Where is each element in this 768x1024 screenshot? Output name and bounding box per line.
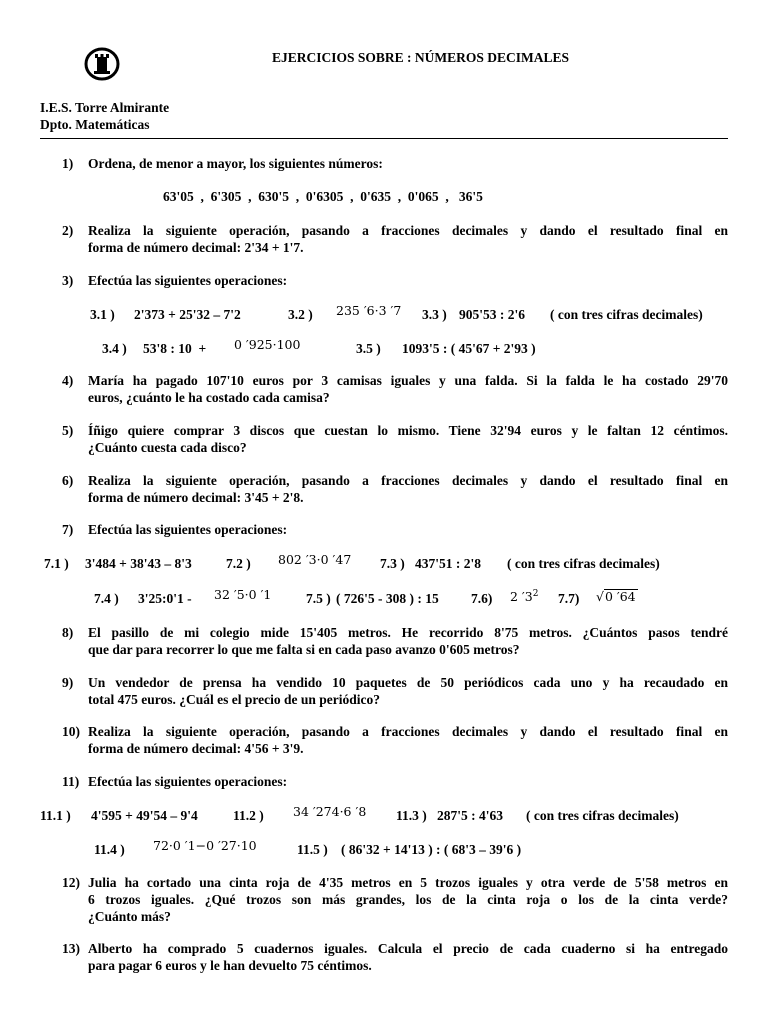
op-3-2: 235 ′6·3 ′7 [336,303,402,318]
page-title: EJERCICIOS SOBRE : NÚMEROS DECIMALES [272,50,570,65]
op-11-5: ( 86'32 + 14'13 ) : ( 68'3 – 39'6 ) [341,842,522,857]
exercise-number: 8) [62,625,74,640]
header-divider [40,138,728,139]
op-3-3-label: 3.3 ) [422,307,447,322]
op-7-1: 3'484 + 38'43 – 8'3 [85,556,192,571]
op-7-3: 437'51 : 2'8 [415,556,481,571]
op-7-6-exponent: 2 [532,589,539,599]
op-3-5: 1093'5 : ( 45'67 + 2'93 ) [402,341,536,356]
exercise-number: 12) [62,875,80,890]
op-3-1: 2'373 + 25'32 – 7'2 [134,307,241,322]
exercise-text: Efectúa las siguientes operaciones: [88,522,288,537]
op-3-5-label: 3.5 ) [356,341,381,356]
op-7-6 [510,589,538,604]
op-3-3: 905'53 : 2'6 [459,307,525,322]
exercise-text-line-2: forma de número decimal: 2'34 + 1'7. [88,240,304,255]
exercise-9 [62,674,728,708]
exercise-text-line-2: para pagar 6 euros y le han devuelto 75 céntimos. [88,958,372,973]
exercise-text-line-2: forma de número decimal: 4'56 + 3'9. [88,741,304,756]
op-3-4-label: 3.4 ) [102,341,127,356]
exercise-10 [62,723,728,757]
exercise-text-line-1: María ha pagado 107'10 euros por 3 camisas iguales y una falda. Si la falda le ha costado 29'70 [88,373,728,388]
exercise-text-line-2: 6 trozos iguales. ¿Qué trozos son más grandes, los de la cinta roja o los de la cinta verde? [88,892,728,907]
op-3-3-note: ( con tres cifras decimales) [550,307,703,322]
op-11-1-label: 11.1 ) [40,808,71,823]
exercise-number: 2) [62,223,74,238]
exercise-number: 11) [62,774,80,789]
op-7-1-label: 7.1 ) [44,556,69,571]
op-7-3-note: ( con tres cifras decimales) [507,556,660,571]
exercise-text-line-1: Julia ha cortado una cinta roja de 4'35 metros en 5 trozos iguales y otra verde de 5'58 metros en [88,875,728,890]
exercise-8 [62,624,728,658]
exercise-2 [62,222,728,256]
op-7-4-label: 7.4 ) [94,591,119,606]
exercise-number: 13) [62,941,80,956]
op-11-2: 34 ′274·6 ′8 [293,804,367,819]
exercise-text-line-2: euros, ¿cuánto le ha costado cada camisa? [88,390,330,405]
exercise-6 [62,472,728,506]
exercise-text: Ordena, de menor a mayor, los siguientes números: [88,156,383,171]
exercise-text-line-1: Realiza la siguiente operación, pasando a fracciones decimales y dando el resultado final en [88,223,728,238]
exercise-text-line-1: Íñigo quiere comprar 3 discos que cuestan lo mismo. Tiene 32'94 euros y le faltan 12 céntimos. [88,423,728,438]
school-logo [84,46,120,82]
op-11-2-label: 11.2 ) [233,808,264,823]
op-3-4-second-term: 0 ′925·100 [234,337,301,352]
exercise-number: 7) [62,522,74,537]
exercise-text-line-3: ¿Cuánto más? [88,909,171,924]
exercise-text-line-1: Realiza la siguiente operación, pasando a fracciones decimales y dando el resultado final en [88,724,728,739]
exercise-text-line-2: ¿Cuánto cuesta cada disco? [88,440,247,455]
exercise-number: 4) [62,373,74,388]
square-root-icon: √ [596,589,604,604]
op-7-6-label: 7.6) [471,591,493,606]
exercise-number: 10) [62,724,80,739]
op-3-1-label: 3.1 ) [90,307,115,322]
exercise-text-line-2: forma de número decimal: 3'45 + 2'8. [88,490,304,505]
op-11-4: 72·0 ′1−0 ′27·10 [153,838,257,853]
op-7-6-base: 2 ′3 [510,589,533,605]
op-11-1: 4'595 + 49'54 – 9'4 [91,808,198,823]
exercise-7 [62,521,728,538]
op-7-7-radicand: 0 ′64 [604,589,636,604]
exercise-number: 5) [62,423,74,438]
exercise-5 [62,422,728,456]
exercise-number: 9) [62,675,74,690]
op-3-4: 53'8 : 10 + [143,341,207,356]
op-7-7-label: 7.7) [558,591,580,606]
exercise-1 [62,155,728,172]
department-name: Dpto. Matemáticas [40,117,150,132]
school-name: I.E.S. Torre Almirante [40,100,170,115]
exercise-number: 3) [62,273,74,288]
exercise-text-line-2: total 475 euros. ¿Cuál es el precio de un periódico? [88,692,380,707]
exercise-4 [62,372,728,406]
exercise-11 [62,773,728,790]
op-11-4-label: 11.4 ) [94,842,125,857]
op-11-3-label: 11.3 ) [396,808,427,823]
exercise-number: 1) [62,156,74,171]
op-11-3-note: ( con tres cifras decimales) [526,808,679,823]
op-7-3-label: 7.3 ) [380,556,405,571]
exercise-text: Efectúa las siguientes operaciones: [88,273,288,288]
op-7-7 [596,589,638,604]
exercise-text-line-1: Un vendedor de prensa ha vendido 10 paquetes de 50 periódicos cada uno y ha recaudado en [88,675,728,690]
exercise-12 [62,874,728,925]
op-7-2-label: 7.2 ) [226,556,251,571]
op-7-4: 3'25:0'1 - [138,591,192,606]
op-11-3: 287'5 : 4'63 [437,808,503,823]
op-11-5-label: 11.5 ) [297,842,328,857]
exercise-3 [62,272,728,289]
op-7-2: 802 ′3·0 ′47 [278,552,352,567]
exercise-text: Efectúa las siguientes operaciones: [88,774,288,789]
op-7-5: ( 726'5 - 308 ) : 15 [336,591,439,606]
op-7-5-label: 7.5 ) [306,591,331,606]
exercise-text-line-1: Realiza la siguiente operación, pasando a fracciones decimales y dando el resultado final en [88,473,728,488]
exercise-text-line-1: Alberto ha comprado 5 cuadernos iguales. Calcula el precio de cada cuaderno si ha entregado [88,941,728,956]
numbers-list: 63'05 , 6'305 , 630'5 , 0'6305 , 0'635 , 0'065 , 36'5 [163,189,483,204]
exercise-text-line-2: que dar para recorrer lo que me falta si en cada paso avanzo 0'605 metros? [88,642,520,657]
op-7-4-second-term: 32 ′5·0 ′1 [214,587,272,602]
op-3-2-label: 3.2 ) [288,307,313,322]
exercise-number: 6) [62,473,74,488]
exercise-text-line-1: El pasillo de mi colegio mide 15'405 metros. He recorrido 8'75 metros. ¿Cuántos pasos tendré [88,625,728,640]
exercise-13 [62,940,728,974]
